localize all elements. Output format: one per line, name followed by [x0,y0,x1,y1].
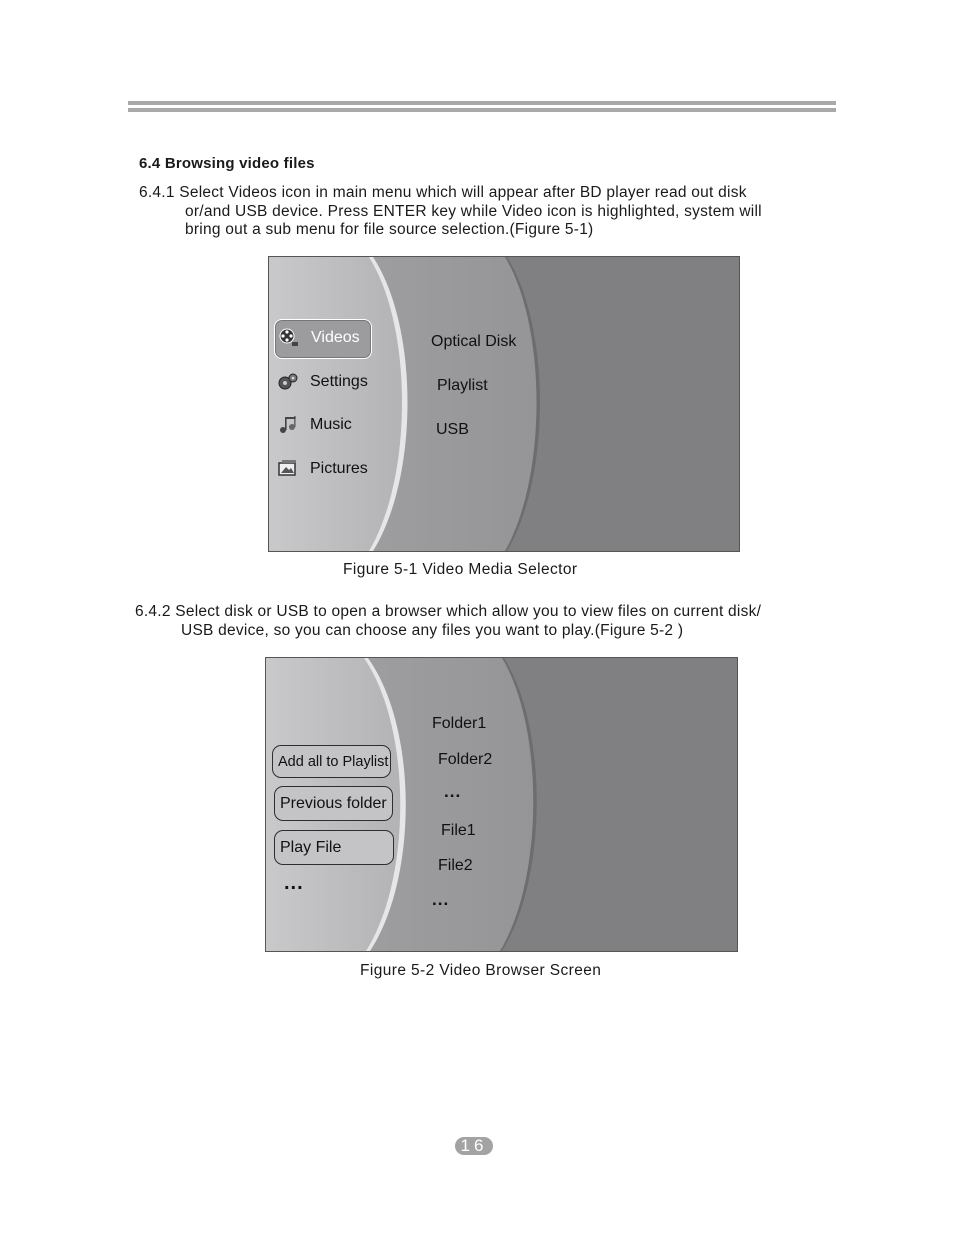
figure-video-browser-screen [265,657,738,952]
paragraph-6-4-2 [135,603,761,640]
add-all-to-playlist-button[interactable] [272,745,391,778]
header-rule-bottom [128,108,836,112]
button-label: Add all to Playlist [278,753,389,770]
button-label: Previous folder [280,794,387,812]
paragraph-line: bring out a sub menu for file source selection.(Figure 5-1) [185,221,594,238]
menu-item-videos[interactable] [274,319,372,359]
paragraph-line: USB device, so you can choose any files you want to play.(Figure 5-2 ) [181,621,684,639]
browser-folder-ellipsis: ... [444,782,462,801]
source-usb[interactable]: USB [436,421,469,438]
source-optical-disk[interactable]: Optical Disk [431,333,517,350]
paragraph-line: 6.4.1 Select Videos icon in main menu which will appear after BD player read out disk [139,184,747,201]
film-reel-icon [278,327,300,349]
menu-label-settings[interactable]: Settings [310,373,368,390]
section-title: 6.4 Browsing video files [139,155,315,172]
paragraph-line: or/and USB device. Press ENTER key while Video icon is highlighted, system will [185,202,762,220]
paragraph-line: 6.4.2 Select disk or USB to open a browser which allow you to view files on current disk/ [135,603,762,620]
paragraph-6-4-1 [139,184,762,240]
header-rule-top [128,101,836,105]
menu-label-music[interactable]: Music [310,416,352,433]
menu-label-pictures[interactable]: Pictures [310,460,368,477]
browser-item-folder1[interactable]: Folder1 [432,715,487,732]
play-file-button[interactable] [274,830,394,865]
more-options-ellipsis: ... [284,872,304,894]
menu-label-videos: Videos [311,329,360,346]
previous-folder-button[interactable] [274,786,393,821]
browser-file-ellipsis: ... [432,890,450,909]
button-label: Play File [280,838,342,856]
gears-icon [277,371,299,393]
figure-panels [269,257,739,551]
browser-item-file2[interactable]: File2 [438,857,473,874]
music-notes-icon [277,414,299,436]
browser-item-file1[interactable]: File1 [441,822,476,839]
figure-caption: Figure 5-2 Video Browser Screen [360,962,602,979]
picture-frame-icon [277,458,299,480]
figure-video-media-selector [268,256,740,552]
page-number: 16 [455,1137,493,1155]
browser-item-folder2[interactable]: Folder2 [438,751,493,768]
source-playlist[interactable]: Playlist [437,377,488,394]
figure-caption: Figure 5-1 Video Media Selector [343,561,578,578]
